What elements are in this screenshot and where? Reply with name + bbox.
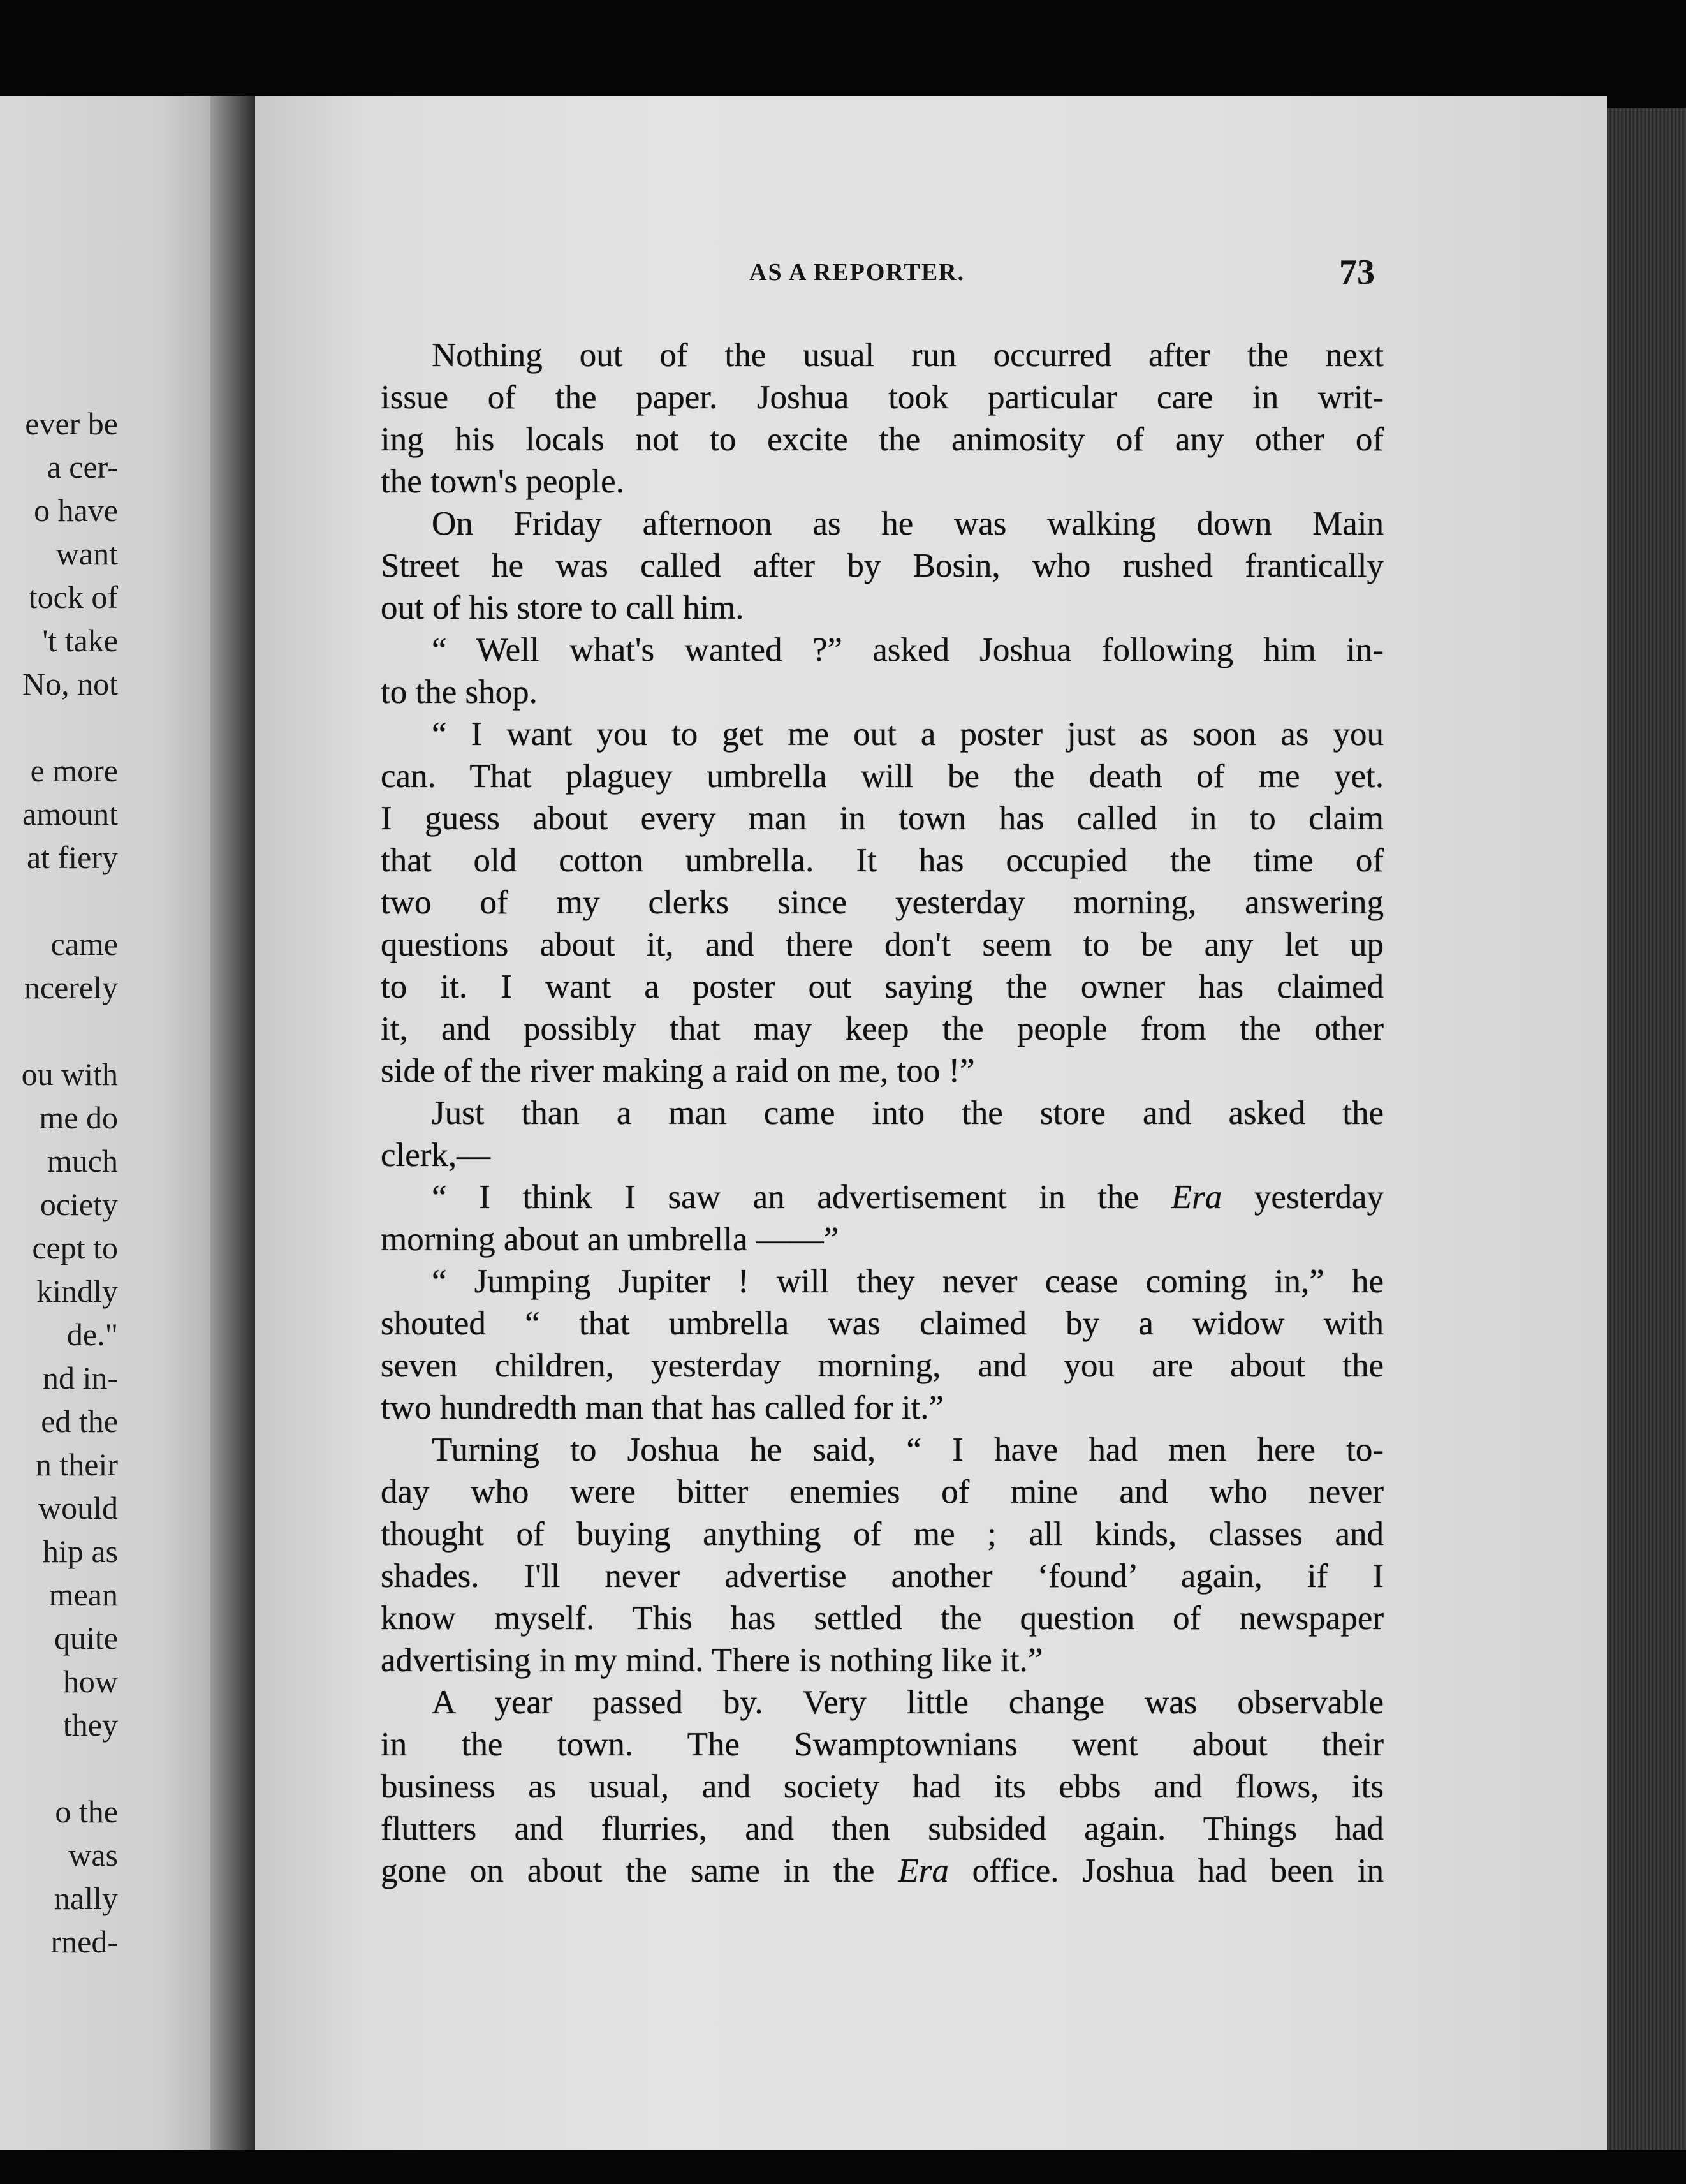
facing-page-line: No, not: [22, 666, 118, 702]
text-line: shouted “ that umbrella was claimed by a widow with: [381, 1305, 1384, 1342]
text-line: day who were bitter enemies of mine and who never: [381, 1473, 1384, 1510]
facing-page-line: a cer-: [47, 449, 118, 485]
text-line: flutters and flurries, and then subsided again. Things had: [381, 1810, 1384, 1847]
text-line: to it. I want a poster out saying the owner has claimed: [381, 968, 1384, 1005]
text-line: two hundredth man that has called for it.”: [381, 1389, 944, 1426]
text-line: I guess about every man in town has called in to claim: [381, 800, 1384, 837]
text-line: out of his store to call him.: [381, 589, 744, 626]
text-line: Turning to Joshua he said, “ I have had men here to-: [432, 1431, 1384, 1468]
text-line: it, and possibly that may keep the people from the other: [381, 1010, 1384, 1047]
text-line: seven children, yesterday morning, and you are about the: [381, 1347, 1384, 1384]
text-line: shades. I'll never advertise another ‘found’ again, if I: [381, 1558, 1384, 1595]
text-line: questions about it, and there don't seem to be any let up: [381, 926, 1384, 963]
text-line: [381, 1176, 1384, 1218]
text-line: advertising in my mind. There is nothing like it.”: [381, 1642, 1043, 1679]
text-line: Nothing out of the usual run occurred after the next: [432, 337, 1384, 374]
page-body-text: [381, 334, 1384, 1892]
facing-page-line: ociety: [40, 1186, 118, 1222]
text-line: “ Jumping Jupiter ! will they never cease coming in,” he: [432, 1263, 1384, 1300]
book-gutter: [210, 96, 255, 2150]
facing-page-line: [22, 705, 118, 749]
facing-page-line: mean: [48, 1577, 118, 1612]
text-fragment: yesterday: [1222, 1179, 1384, 1216]
facing-page-line: much: [47, 1143, 118, 1179]
facing-page-line: ou with: [21, 1056, 118, 1092]
text-line: morning about an umbrella ——”: [381, 1221, 839, 1258]
facing-page-line: ncerely: [24, 970, 118, 1005]
running-head: AS A REPORTER.: [749, 259, 965, 286]
facing-page-line: me do: [39, 1100, 118, 1135]
text-line: know myself. This has settled the question of newspaper: [381, 1600, 1384, 1637]
facing-page-line: amount: [22, 796, 118, 832]
facing-page-line: o the: [55, 1794, 118, 1829]
facing-page-line: e more: [30, 753, 118, 788]
page-number: 73: [1339, 253, 1375, 292]
facing-page-line: n their: [35, 1447, 118, 1482]
text-line: that old cotton umbrella. It has occupied the time of: [381, 842, 1384, 879]
text-line: Just than a man came into the store and asked the: [432, 1095, 1384, 1132]
facing-page-line: [22, 1009, 118, 1052]
text-line: two of my clerks since yesterday morning, answering: [381, 884, 1384, 921]
text-line: “ I want you to get me out a poster just as soon as you: [432, 716, 1384, 753]
text-fragment: “ I think I saw an advertisement in the: [432, 1179, 1171, 1216]
facing-page-line: [22, 879, 118, 922]
facing-page-line: ever be: [25, 406, 118, 441]
text-line: in the town. The Swamptownians went about their: [381, 1726, 1384, 1763]
facing-page-text: [22, 402, 118, 1963]
facing-page-line: nd in-: [42, 1360, 118, 1396]
facing-page-line: cept to: [32, 1230, 118, 1265]
text-line: [381, 1850, 1384, 1892]
text-line: side of the river making a raid on me, too !”: [381, 1052, 975, 1089]
facing-page-line: ed the: [41, 1403, 118, 1439]
text-line: to the shop.: [381, 674, 538, 711]
facing-page-line: 't take: [42, 623, 118, 658]
newspaper-title: Era: [898, 1852, 949, 1889]
facing-page-line: nally: [54, 1880, 118, 1916]
facing-page-line: would: [38, 1490, 118, 1526]
text-line: ing his locals not to excite the animosity of any other of: [381, 421, 1384, 458]
text-line: issue of the paper. Joshua took particular care in writ-: [381, 379, 1384, 416]
text-line: Street he was called after by Bosin, who rushed frantically: [381, 547, 1384, 584]
facing-page: [0, 96, 230, 2150]
facing-page-line: hip as: [42, 1533, 118, 1569]
text-line: On Friday afternoon as he was walking down Main: [432, 505, 1384, 542]
page-edge-stack: [1607, 108, 1686, 2150]
facing-page-line: [22, 1746, 118, 1790]
text-fragment: office. Joshua had been in: [948, 1852, 1384, 1889]
text-line: clerk,—: [381, 1137, 491, 1174]
facing-page-line: rned-: [50, 1924, 118, 1959]
text-line: the town's people.: [381, 463, 624, 500]
facing-page-line: want: [55, 536, 118, 572]
facing-page-line: o have: [34, 492, 118, 528]
facing-page-line: quite: [54, 1620, 118, 1656]
facing-page-line: de.": [66, 1317, 118, 1352]
facing-page-line: at fiery: [27, 839, 118, 875]
text-line: “ Well what's wanted ?” asked Joshua following him in-: [432, 631, 1384, 668]
newspaper-title: Era: [1171, 1179, 1222, 1216]
facing-page-line: was: [68, 1837, 118, 1873]
facing-page-line: came: [50, 926, 118, 962]
text-line: thought of buying anything of me ; all kinds, classes and: [381, 1516, 1384, 1553]
text-line: A year passed by. Very little change was observable: [432, 1684, 1384, 1721]
text-fragment: gone on about the same in the: [381, 1852, 898, 1889]
text-line: can. That plaguey umbrella will be the death of me yet.: [381, 758, 1384, 795]
facing-page-line: tock of: [28, 579, 118, 615]
facing-page-line: they: [62, 1707, 118, 1743]
text-line: business as usual, and society had its ebbs and flows, its: [381, 1768, 1384, 1805]
facing-page-line: kindly: [36, 1273, 118, 1309]
facing-page-line: how: [62, 1664, 118, 1699]
